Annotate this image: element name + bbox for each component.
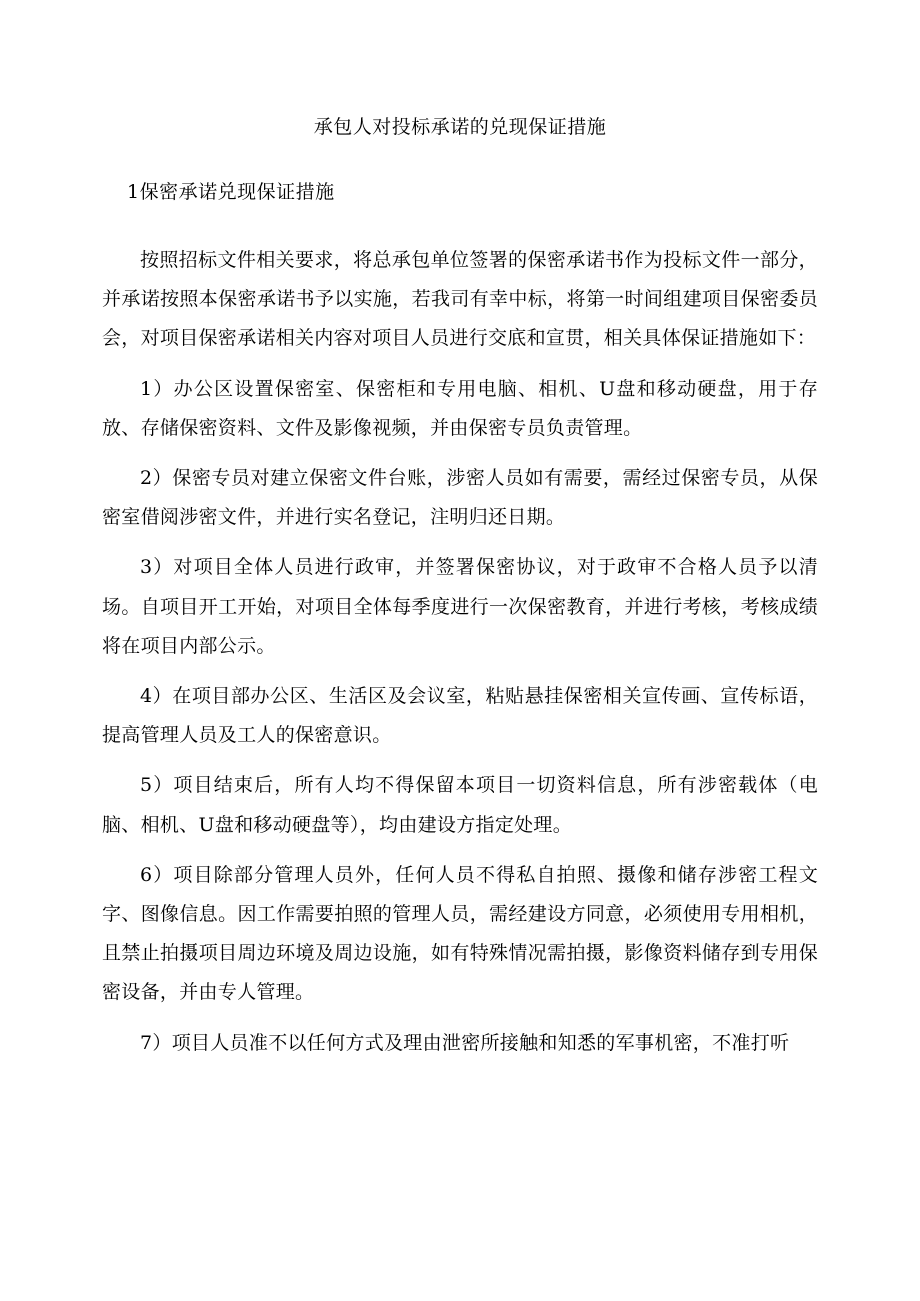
paragraph-item-5: 5）项目结束后，所有人均不得保留本项目一切资料信息，所有涉密载体（电脑、相机、U盘和移动硬盘等），均由建设方指定处理。 bbox=[102, 774, 818, 836]
body-text bbox=[102, 241, 818, 1074]
paragraph-item-7: 7）项目人员准不以任何方式及理由泄密所接触和知悉的军事机密，不准打听 bbox=[140, 1031, 790, 1054]
paragraph-item-6: 6）项目除部分管理人员外，任何人员不得私自拍照、摄像和储存涉密工程文字、图像信息。因工作需要拍照的管理人员，需经建设方同意，必须使用专用相机，且禁止拍摄项目周边环境及周边设施，如有特殊情况需拍摄，影像资料储存到专用保密设备，并由专人管理。 bbox=[102, 863, 818, 1004]
section-heading: 1保密承诺兑现保证措施 bbox=[127, 181, 335, 203]
document-title: 承包人对投标承诺的兑现保证措施 bbox=[313, 116, 607, 138]
paragraph-item-2: 2）保密专员对建立保密文件台账，涉密人员如有需要，需经过保密专员，从保密室借阅涉密文件，并进行实名登记，注明归还日期。 bbox=[102, 467, 818, 529]
paragraph-item-3: 3）对项目全体人员进行政审，并签署保密协议，对于政审不合格人员予以清场。自项目开工开始，对项目全体每季度进行一次保密教育，并进行考核，考核成绩将在项目内部公示。 bbox=[102, 556, 818, 657]
paragraph-item-4: 4）在项目部办公区、生活区及会议室，粘贴悬挂保密相关宣传画、宣传标语，提高管理人员及工人的保密意识。 bbox=[102, 685, 818, 747]
paragraph-intro: 按照招标文件相关要求，将总承包单位签署的保密承诺书作为投标文件一部分，并承诺按照本保密承诺书予以实施，若我司有幸中标，将第一时间组建项目保密委员会，对项目保密承诺相关内容对项目人员进行交底和宣贯，相关具体保证措施如下： bbox=[102, 249, 818, 350]
paragraph-item-1: 1）办公区设置保密室、保密柜和专用电脑、相机、U盘和移动硬盘，用于存放、存储保密资料、文件及影像视频，并由保密专员负责管理。 bbox=[102, 377, 818, 439]
